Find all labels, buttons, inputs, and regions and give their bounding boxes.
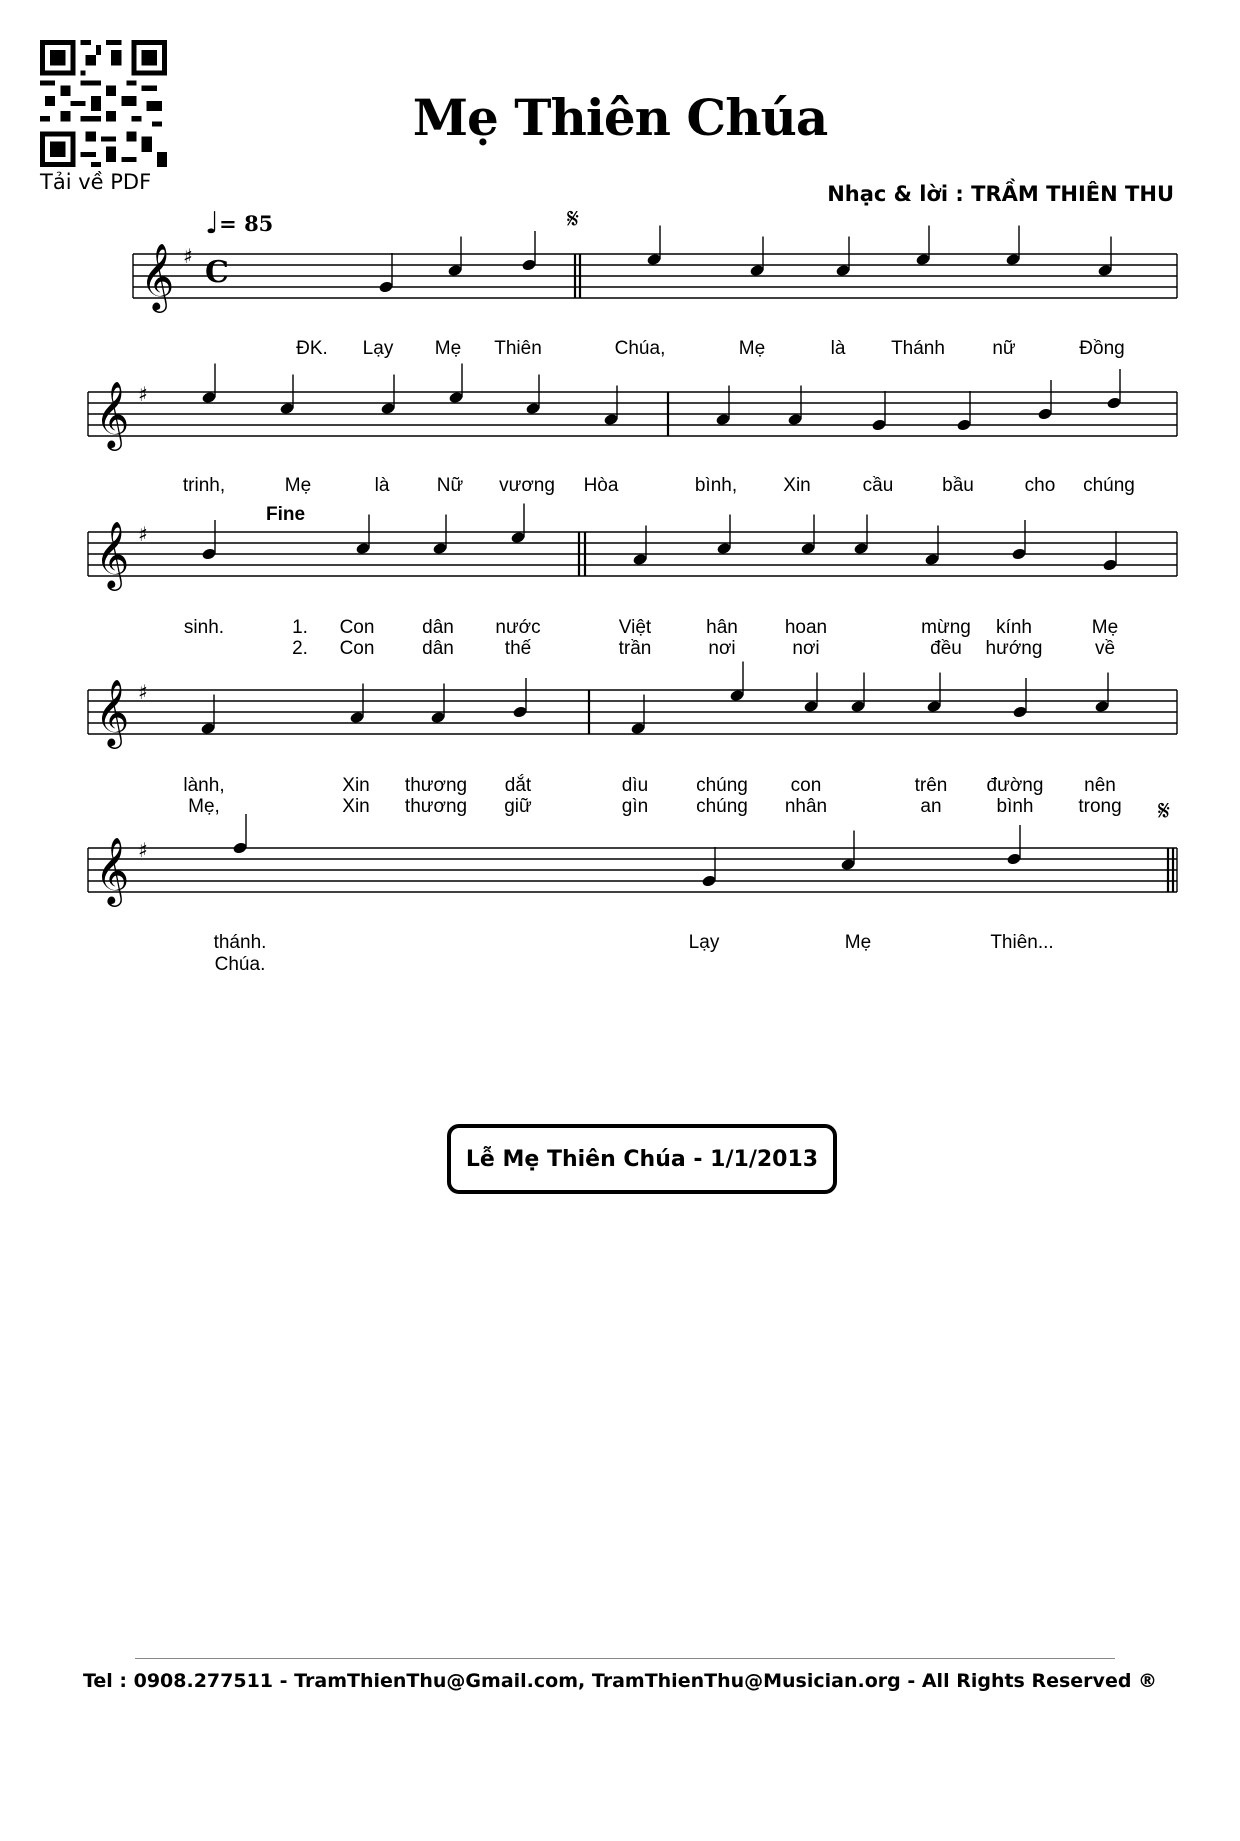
- lyric-syllable: an: [920, 796, 942, 817]
- lyric-syllable: 1.: [292, 617, 308, 638]
- lyric-syllable: lành,: [183, 775, 225, 796]
- lyric-syllable: Mẹ: [844, 932, 872, 953]
- segno-icon: 𝄋: [1158, 794, 1171, 827]
- lyric-syllable: thánh.: [213, 932, 267, 953]
- treble-clef-icon: 𝄞: [140, 242, 175, 310]
- event-label-box: [447, 1124, 837, 1194]
- lyric-syllable: bình: [996, 796, 1034, 817]
- lyric-syllable: Thánh: [891, 338, 945, 359]
- song-title: Mẹ Thiên Chúa: [412, 88, 828, 147]
- lyric-syllable: kính: [996, 617, 1032, 638]
- lyric-syllable: con: [790, 775, 822, 796]
- lyric-syllable: Mẹ: [434, 338, 462, 359]
- lyric-syllable: vương: [499, 475, 555, 496]
- lyric-syllable: Chúa,: [614, 338, 666, 359]
- lyric-syllable: Con: [339, 617, 375, 638]
- lyric-syllable: dân: [422, 638, 454, 659]
- segno-icon: 𝄋: [567, 202, 580, 235]
- lyric-syllable: trong: [1078, 796, 1122, 817]
- quarter-note-icon: ♩: [205, 206, 220, 241]
- lyric-syllable: chúng: [696, 775, 748, 796]
- lyric-syllable: Mẹ: [738, 338, 766, 359]
- lyric-syllable: Con: [339, 638, 375, 659]
- lyric-syllable: ĐK.: [296, 338, 328, 359]
- lyric-syllable: nên: [1084, 775, 1116, 796]
- lyric-syllable: trên: [914, 775, 948, 796]
- key-sharp-icon: ♯: [138, 680, 148, 704]
- lyric-syllable: trần: [618, 638, 652, 659]
- lyric-syllable: Xin: [342, 775, 370, 796]
- key-sharp-icon: ♯: [183, 244, 193, 268]
- lyric-syllable: hân: [706, 617, 738, 638]
- lyric-syllable: Xin: [342, 796, 370, 817]
- time-signature: C: [205, 255, 229, 290]
- treble-clef-icon: 𝄞: [95, 520, 130, 588]
- key-sharp-icon: ♯: [138, 382, 148, 406]
- lyric-syllable: cho: [1024, 475, 1056, 496]
- key-sharp-icon: ♯: [138, 522, 148, 546]
- treble-clef-icon: 𝄞: [95, 678, 130, 746]
- treble-clef-icon: 𝄞: [95, 836, 130, 904]
- footer-contact: Tel : 0908.277511 - TramThienThu@Gmail.com, TramThienThu@Musician.org - All Rights Reserved ®: [82, 1670, 1158, 1692]
- lyric-syllable: trinh,: [182, 475, 226, 496]
- staff: [88, 392, 1177, 436]
- lyric-syllable: thế: [504, 638, 532, 659]
- lyric-syllable: Thiên...: [990, 932, 1054, 953]
- lyric-syllable: dìu: [621, 775, 649, 796]
- lyric-syllable: đường: [986, 775, 1044, 796]
- lyric-syllable: hướng: [985, 638, 1043, 659]
- lyric-syllable: về: [1094, 638, 1116, 659]
- lyric-syllable: gìn: [621, 796, 649, 817]
- lyric-syllable: sinh.: [183, 617, 225, 638]
- lyric-syllable: mừng: [921, 617, 971, 638]
- lyric-syllable: Việt: [618, 617, 652, 638]
- lyric-syllable: dắt: [504, 775, 532, 796]
- lyric-syllable: Đồng: [1079, 338, 1125, 359]
- lyric-syllable: Chúa.: [214, 954, 266, 975]
- lyric-syllable: thương: [404, 775, 468, 796]
- lyric-syllable: cầu: [862, 475, 894, 496]
- lyric-syllable: nước: [495, 617, 541, 638]
- composer-credit: Nhạc & lời : TRẦM THIÊN THU: [827, 182, 1174, 206]
- lyric-syllable: Xin: [783, 475, 811, 496]
- event-label: Lễ Mẹ Thiên Chúa - 1/1/2013: [465, 1146, 819, 1172]
- lyric-syllable: Lạy: [688, 932, 720, 953]
- lyric-syllable: nơi: [708, 638, 736, 659]
- lyric-syllable: thương: [404, 796, 468, 817]
- lyric-syllable: nhân: [784, 796, 828, 817]
- lyric-syllable: Lạy: [362, 338, 394, 359]
- lyric-syllable: Mẹ,: [188, 796, 220, 817]
- lyric-syllable: là: [374, 475, 390, 496]
- lyric-syllable: Mẹ: [1091, 617, 1119, 638]
- lyric-syllable: bình,: [694, 475, 738, 496]
- footer-divider: [135, 1658, 1115, 1659]
- lyric-syllable: Nữ: [436, 475, 464, 496]
- treble-clef-icon: 𝄞: [95, 380, 130, 448]
- lyric-syllable: 2.: [292, 638, 308, 659]
- lyric-syllable: dân: [422, 617, 454, 638]
- lyric-syllable: Hòa: [583, 475, 619, 496]
- download-pdf-label[interactable]: Tải về PDF: [40, 170, 152, 194]
- lyric-syllable: chúng: [1083, 475, 1135, 496]
- lyric-syllable: bầu: [942, 475, 974, 496]
- lyric-syllable: là: [830, 338, 846, 359]
- fine-marking: Fine: [266, 504, 306, 525]
- lyric-syllable: nơi: [792, 638, 820, 659]
- lyric-syllable: Thiên: [494, 338, 542, 359]
- lyric-syllable: đều: [930, 638, 962, 659]
- lyric-syllable: chúng: [696, 796, 748, 817]
- lyric-syllable: nữ: [992, 338, 1016, 359]
- key-sharp-icon: ♯: [138, 838, 148, 862]
- lyric-syllable: hoan: [784, 617, 828, 638]
- lyric-syllable: Mẹ: [284, 475, 312, 496]
- tempo-value: = 85: [219, 211, 274, 236]
- lyric-syllable: giữ: [504, 796, 532, 817]
